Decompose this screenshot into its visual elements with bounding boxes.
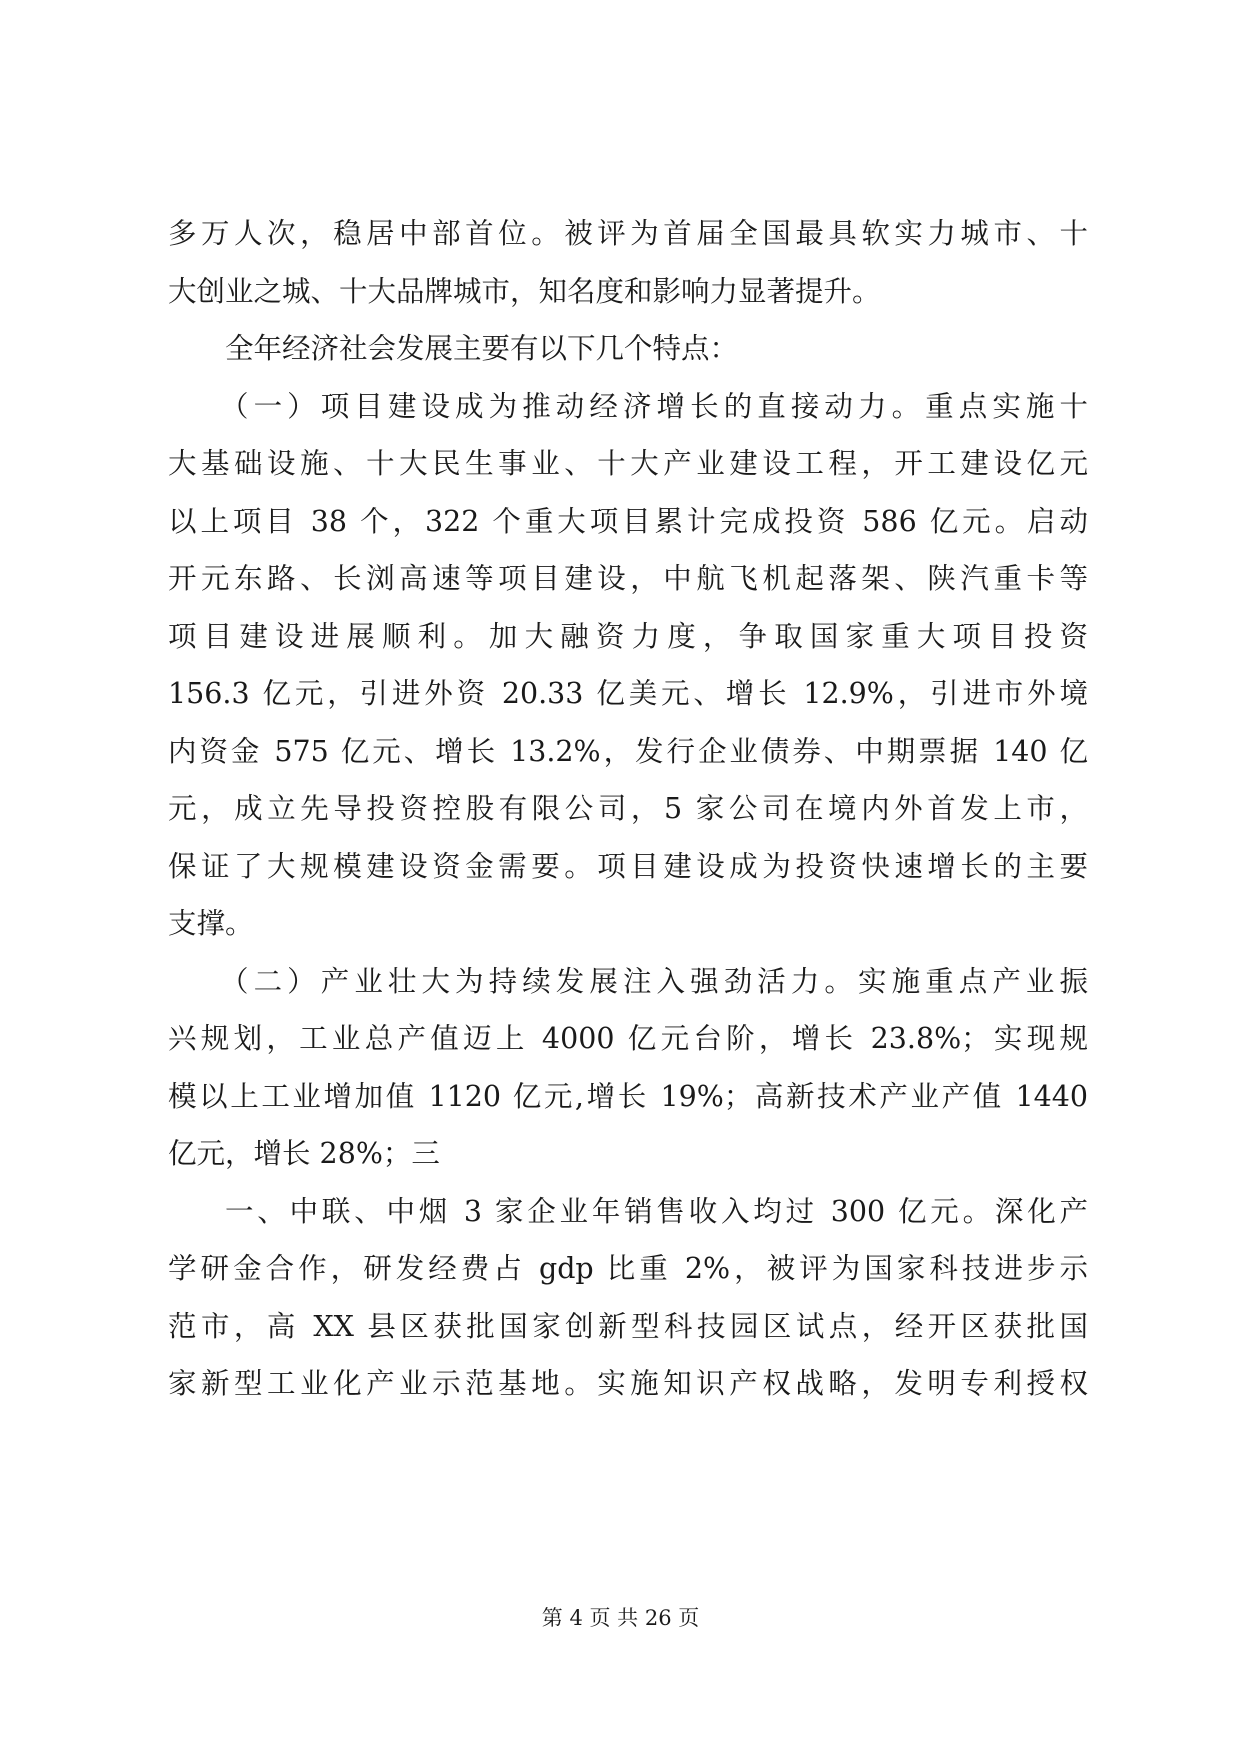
text-line: 大基础设施、十大民生事业、十大产业建设工程，开工建设亿元	[168, 447, 1088, 480]
text-line: 亿元，增长 28%；三	[168, 1137, 440, 1170]
text-line: 156.3 亿元，引进外资 20.33 亿美元、增长 12.9%，引进市外境	[168, 677, 1088, 710]
text-line: 开元东路、长浏高速等项目建设，中航飞机起落架、陕汽重卡等	[168, 562, 1088, 595]
text-line: 全年经济社会发展主要有以下几个特点：	[225, 332, 739, 365]
text-line: 范市，高 XX 县区获批国家创新型科技园区试点，经开区获批国	[168, 1309, 1088, 1343]
text-line: 模以上工业增加值 1120 亿元,增长 19%；高新技术产业产值 1440	[168, 1079, 1088, 1113]
text-line: 支撑。	[168, 907, 254, 940]
document-body	[168, 205, 1088, 1413]
text-line: 以上项目 38 个，322 个重大项目累计完成投资 586 亿元。启动	[168, 504, 1088, 538]
text-line: 保证了大规模建设资金需要。项目建设成为投资快速增长的主要	[168, 849, 1088, 883]
text-line: 一、中联、中烟 3 家企业年销售收入均过 300 亿元。深化产	[225, 1194, 1088, 1228]
text-line: 多万人次，稳居中部首位。被评为首届全国最具软实力城市、十	[168, 217, 1088, 250]
text-line: 兴规划，工业总产值迈上 4000 亿元台阶，增长 23.8%；实现规	[168, 1022, 1088, 1055]
text-line: （一）项目建设成为推动经济增长的直接动力。重点实施十	[220, 389, 1088, 423]
text-line: 内资金 575 亿元、增长 13.2%，发行企业债券、中期票据 140 亿	[168, 734, 1088, 768]
text-line: 家新型工业化产业示范基地。实施知识产权战略，发明专利授权	[168, 1367, 1088, 1400]
text-line: 项目建设进展顺利。加大融资力度，争取国家重大项目投资	[168, 619, 1088, 653]
text-line: 大创业之城、十大品牌城市，知名度和影响力显著提升。	[168, 274, 881, 308]
text-line: 元，成立先导投资控股有限公司，5 家公司在境内外首发上市，	[168, 792, 1088, 825]
text-line: 学研金合作，研发经费占 gdp 比重 2%，被评为国家科技进步示	[168, 1252, 1088, 1285]
page-number-footer: 第 4 页 共 26 页	[541, 1606, 700, 1630]
text-line: （二）产业壮大为持续发展注入强劲活力。实施重点产业振	[220, 964, 1088, 998]
